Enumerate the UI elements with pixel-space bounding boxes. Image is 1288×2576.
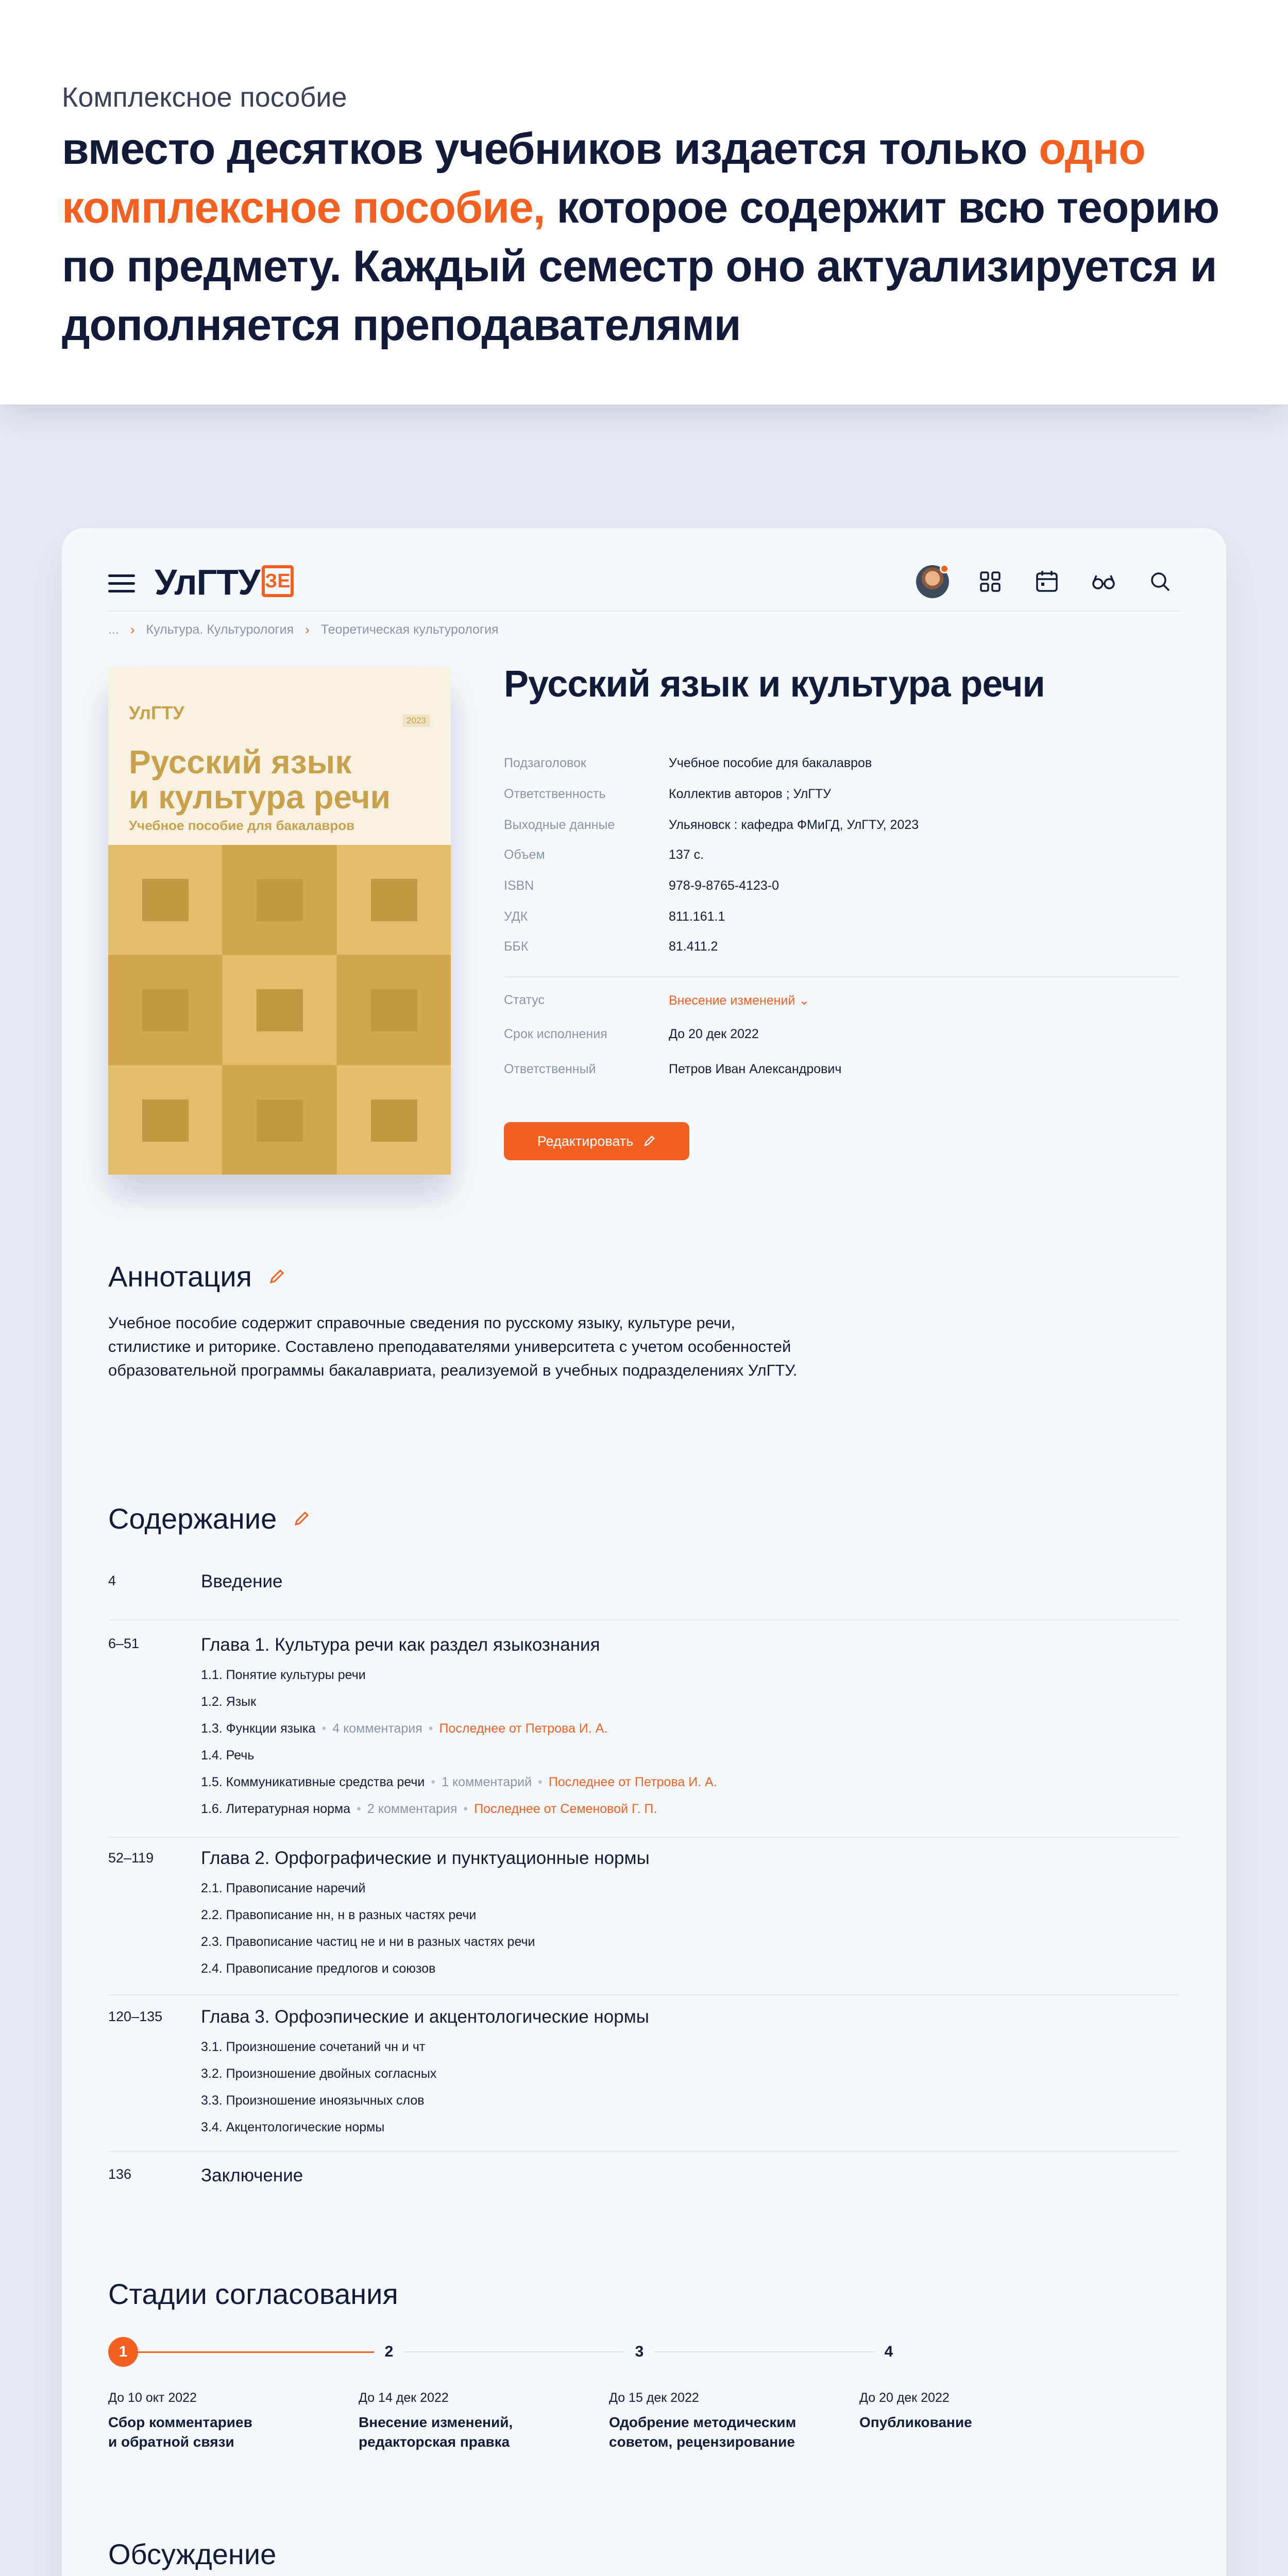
- breadcrumb-current[interactable]: Теоретическая культурология: [320, 622, 499, 637]
- toc-section[interactable]: 3.1. Произношение сочетаний чн и чт: [201, 2040, 426, 2054]
- stage-line-active: [138, 2351, 374, 2353]
- stage-line: [404, 2351, 624, 2352]
- toc-divider: [108, 1619, 1180, 1620]
- hero-text: [62, 120, 1236, 354]
- edit-button[interactable]: [504, 1122, 689, 1160]
- stage-date: До 10 окт 2022: [108, 2391, 197, 2405]
- comment-count: 4 комментария: [332, 1721, 422, 1736]
- status-dropdown[interactable]: [669, 993, 809, 1008]
- breadcrumb-root[interactable]: ...: [108, 622, 119, 637]
- toc-divider: [108, 1837, 1180, 1838]
- toc-section[interactable]: 2.3. Правописание частиц не и ни в разных частях речи: [201, 1935, 535, 1949]
- stage-step[interactable]: 2: [374, 2337, 404, 2367]
- info-value: Учебное пособие для бакалавров: [669, 756, 872, 770]
- toc-section[interactable]: 2.2. Правописание нн, н в разных частях речи: [201, 1908, 477, 1922]
- info-label: Выходные данные: [504, 818, 615, 832]
- annotation-heading: [108, 1260, 287, 1293]
- logo[interactable]: УлГТУ: [155, 562, 260, 602]
- info-row-isbn: [504, 878, 779, 893]
- status-value: Внесение изменений: [669, 993, 795, 1008]
- toc-chapter[interactable]: Заключение: [201, 2165, 303, 2185]
- toc-section[interactable]: 3.2. Произношение двойных согласных: [201, 2066, 437, 2081]
- toc-section[interactable]: 1.2. Язык: [201, 1694, 257, 1709]
- book-cover: [108, 667, 451, 1175]
- toc-page-number: 6–51: [108, 1636, 140, 1651]
- toc-section[interactable]: 1.3. Функции языка • 4 комментария • Последнее от Петрова И. А.: [201, 1721, 608, 1736]
- stage-name: Внесение изменений, редакторская правка: [359, 2414, 513, 2450]
- search-icon[interactable]: [1145, 566, 1176, 597]
- toc-section[interactable]: 1.6. Литературная норма • 2 комментария • Последнее от Семеновой Г. П.: [201, 1802, 657, 1816]
- info-value: 81.411.2: [669, 939, 718, 954]
- book-cover-pattern: [108, 845, 451, 1175]
- chevron-down-icon: ⌄: [799, 993, 810, 1008]
- discussion-heading: Обсуждение: [108, 2538, 277, 2570]
- toc-section[interactable]: 3.4. Акцентологические нормы: [201, 2120, 385, 2134]
- info-row-subtitle: [504, 756, 872, 771]
- info-label: УДК: [504, 909, 528, 924]
- book-cover-tag: 2023: [402, 715, 430, 727]
- toc-section[interactable]: 1.5. Коммуникативные средства речи • 1 комментарий • Последнее от Петрова И. А.: [201, 1775, 717, 1789]
- book-cover-brand: УлГТУ: [129, 702, 184, 723]
- toc-divider: [108, 1994, 1180, 1995]
- info-row-responsibility: [504, 787, 831, 802]
- menu-icon[interactable]: [108, 574, 135, 593]
- notification-dot: [940, 564, 949, 573]
- comment-count: 1 комментарий: [442, 1775, 532, 1789]
- toc-page-number: 136: [108, 2166, 132, 2182]
- contents-heading: [108, 1502, 312, 1535]
- info-label: Ответственность: [504, 787, 606, 801]
- stage-date: До 20 дек 2022: [859, 2391, 950, 2405]
- stage-step[interactable]: 4: [874, 2337, 904, 2367]
- toc-divider: [108, 2151, 1180, 2152]
- toc-chapter[interactable]: Глава 2. Орфографические и пунктуационные нормы: [201, 1848, 650, 1868]
- book-cover-title: Русский язык и культура речи: [129, 743, 391, 816]
- info-label: Объем: [504, 848, 545, 862]
- stage-step[interactable]: 3: [624, 2337, 654, 2367]
- header-divider: [108, 611, 1180, 612]
- edit-pencil-icon[interactable]: [291, 1509, 312, 1529]
- info-row-bbk: [504, 939, 718, 954]
- toc-section[interactable]: 1.4. Речь: [201, 1748, 255, 1762]
- toc-chapter[interactable]: Глава 1. Культура речи как раздел языкознания: [201, 1635, 600, 1655]
- app-window: [62, 528, 1226, 2576]
- toc-section[interactable]: 3.3. Произношение иноязычных слов: [201, 2093, 425, 2108]
- info-row-status: [504, 993, 809, 1008]
- info-value: До 20 дек 2022: [669, 1027, 759, 1041]
- info-label: ISBN: [504, 878, 534, 893]
- toc-chapter[interactable]: Глава 3. Орфоэпические и акцентологические нормы: [201, 2007, 649, 2027]
- toc-section-title: 1.3. Функции языка: [201, 1721, 316, 1736]
- breadcrumb: [108, 622, 499, 638]
- hero-text-end: которое содержит всю теорию по предмету. Каждый семестр оно актуализируется и дополняется преподавателями: [62, 183, 1219, 350]
- toc-section-title: 1.5. Коммуникативные средства речи: [201, 1775, 425, 1789]
- info-label: ББК: [504, 939, 529, 954]
- pencil-icon: [642, 1134, 656, 1148]
- toc-section-title: 1.6. Литературная норма: [201, 1802, 351, 1816]
- info-label: Срок исполнения: [504, 1027, 607, 1041]
- edit-button-label: Редактировать: [537, 1133, 634, 1149]
- stages-heading: Стадии согласования: [108, 2278, 398, 2310]
- info-row-imprint: [504, 818, 919, 833]
- toc-page-number: 4: [108, 1573, 116, 1588]
- toc-page-number: 120–135: [108, 2009, 163, 2024]
- calendar-icon[interactable]: [1031, 566, 1062, 597]
- info-row-udk: [504, 909, 725, 924]
- hero-text-accent: одно комплексное пособие,: [62, 124, 1145, 232]
- logo-mark-icon: ЗЕ: [262, 565, 294, 597]
- annotation-text: Учебное пособие содержит справочные сведения по русскому языку, культуре речи, стилистике и риторике. Составлено преподавателями университета с учетом особенностей образовательной программы бакалавриата, реализуемой в учебных подразделениях УлГТУ.: [108, 1314, 798, 1379]
- toc-section[interactable]: 2.1. Правописание наречий: [201, 1881, 366, 1895]
- stage-date: До 14 дек 2022: [359, 2391, 449, 2405]
- book-cover-header: [108, 667, 451, 845]
- comment-count: 2 комментария: [367, 1802, 457, 1816]
- page-title: Русский язык и культура речи: [504, 664, 1045, 705]
- info-value: 137 с.: [669, 848, 704, 862]
- toc-page-number: 52–119: [108, 1850, 154, 1866]
- toc-chapter[interactable]: Введение: [201, 1571, 283, 1591]
- info-row-deadline: [504, 1027, 759, 1042]
- last-comment-link[interactable]: Последнее от Семеновой Г. П.: [474, 1802, 657, 1816]
- info-value: Петров Иван Александрович: [669, 1062, 842, 1076]
- stage-step-active[interactable]: 1: [108, 2337, 138, 2367]
- toc-section[interactable]: 2.4. Правописание предлогов и союзов: [201, 1961, 436, 1976]
- stage-name: Опубликование: [859, 2414, 972, 2430]
- annotation-title: Аннотация: [108, 1260, 252, 1293]
- hero-banner: [0, 0, 1288, 404]
- contents-title: Содержание: [108, 1502, 277, 1535]
- chevron-right-icon: ›: [305, 622, 310, 637]
- edit-pencil-icon[interactable]: [266, 1266, 287, 1287]
- stage-name: Сбор комментариев и обратной связи: [108, 2414, 252, 2450]
- chevron-right-icon: ›: [130, 622, 135, 637]
- info-label: Статус: [504, 993, 545, 1007]
- grid-icon[interactable]: [975, 566, 1006, 597]
- info-row-volume: [504, 848, 704, 862]
- info-value: Ульяновск : кафедра ФМиГД, УлГТУ, 2023: [669, 818, 919, 832]
- breadcrumb-item[interactable]: Культура. Культурология: [146, 622, 294, 637]
- info-row-responsible: [504, 1062, 841, 1077]
- info-value: 978-9-8765-4123-0: [669, 878, 779, 893]
- info-label: Подзаголовок: [504, 756, 586, 770]
- hero-label: Комплексное пособие: [62, 82, 347, 113]
- stage-date: До 15 дек 2022: [609, 2391, 699, 2405]
- hero-text-start: вместо десятков учебников издается только: [62, 124, 1027, 174]
- book-cover-subtitle: Учебное пособие для бакалавров: [129, 818, 355, 833]
- glasses-icon[interactable]: [1088, 566, 1119, 597]
- info-divider: [504, 976, 1180, 977]
- last-comment-link[interactable]: Последнее от Петрова И. А.: [548, 1775, 717, 1789]
- toc-section[interactable]: 1.1. Понятие культуры речи: [201, 1668, 366, 1682]
- info-label: Ответственный: [504, 1062, 596, 1076]
- stage-name: Одобрение методическим советом, рецензирование: [609, 2414, 796, 2450]
- last-comment-link[interactable]: Последнее от Петрова И. А.: [439, 1721, 608, 1736]
- info-value: Коллектив авторов ; УлГТУ: [669, 787, 831, 801]
- stage-line: [654, 2351, 874, 2352]
- info-value: 811.161.1: [669, 909, 725, 924]
